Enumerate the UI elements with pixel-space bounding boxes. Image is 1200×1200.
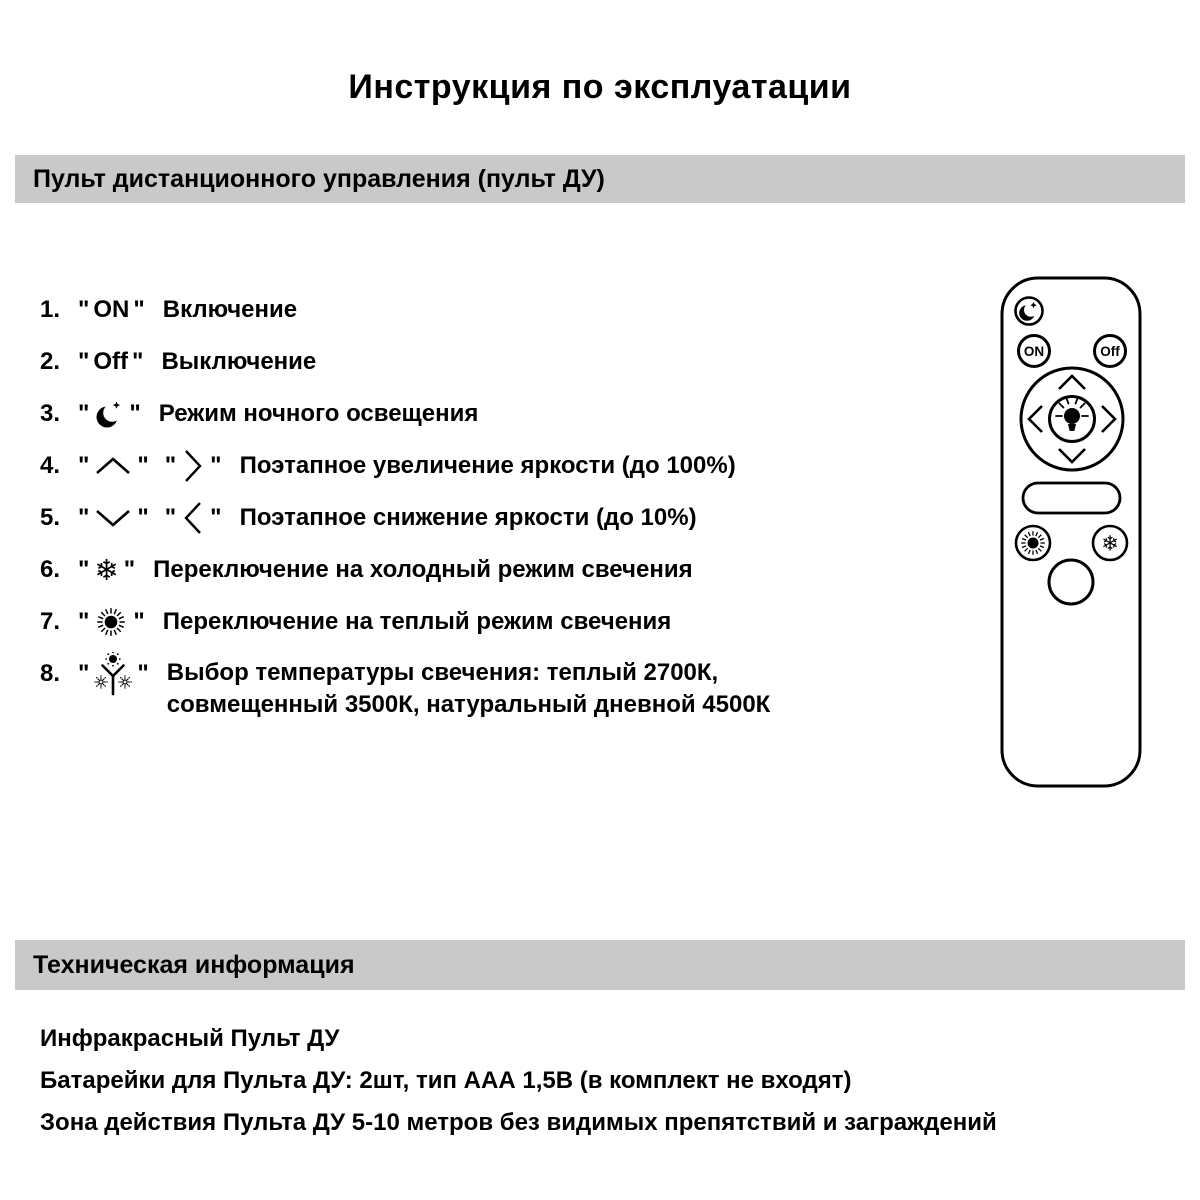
quote-mark: " bbox=[78, 452, 90, 479]
instruction-list bbox=[40, 293, 770, 739]
item-label: Переключение на теплый режим свечения bbox=[162, 608, 672, 635]
quote-mark: " bbox=[78, 608, 90, 635]
item-number: 1. bbox=[40, 296, 61, 323]
instruction-item bbox=[40, 397, 770, 431]
item-tokens bbox=[74, 552, 139, 587]
instruction-item bbox=[40, 449, 770, 483]
item-label: Поэтапное увеличение яркости (до 100%) bbox=[239, 452, 736, 479]
item-tokens bbox=[74, 448, 226, 484]
instruction-item bbox=[40, 345, 770, 379]
sun-icon bbox=[94, 605, 128, 639]
chevron-down-icon bbox=[94, 507, 132, 529]
quote-mark: " bbox=[78, 296, 90, 323]
chevron-right-icon bbox=[181, 448, 205, 484]
item-number: 2. bbox=[40, 348, 61, 375]
item-tokens bbox=[74, 348, 147, 376]
page-title: Инструкция по эксплуатации bbox=[348, 68, 852, 106]
item-label: Включение bbox=[162, 296, 298, 323]
instruction-item bbox=[40, 293, 770, 327]
snowflake-icon bbox=[1101, 532, 1119, 556]
quote-mark: " bbox=[210, 504, 222, 531]
item-tokens bbox=[74, 605, 149, 639]
quote-mark: " bbox=[78, 660, 90, 687]
item-label: Выключение bbox=[161, 348, 317, 375]
quote-mark: " bbox=[78, 400, 90, 427]
chevron-left-icon bbox=[181, 500, 205, 536]
item-tokens bbox=[74, 397, 145, 431]
item-number: 6. bbox=[40, 556, 61, 583]
quote-mark: " bbox=[210, 452, 222, 479]
instruction-item bbox=[40, 501, 770, 535]
instruction-item bbox=[40, 553, 770, 587]
color-temp-icon bbox=[94, 652, 132, 696]
item-label: Выбор температуры свечения: теплый 2700К, совмещенный 3500К, натуральный дневной 4500К bbox=[166, 659, 771, 718]
instruction-item bbox=[40, 605, 770, 639]
item-number: 5. bbox=[40, 504, 61, 531]
remote-drawing bbox=[1000, 276, 1142, 788]
quote-mark: " bbox=[133, 296, 145, 323]
quote-mark: " bbox=[137, 660, 149, 687]
item-label: Поэтапное снижение яркости (до 10%) bbox=[239, 504, 697, 531]
item-label: Переключение на холодный режим свечения bbox=[153, 556, 693, 583]
item-tokens bbox=[74, 296, 149, 324]
quote-mark: " bbox=[123, 556, 136, 583]
quote-mark: " bbox=[132, 348, 144, 375]
snowflake-icon: ❄ bbox=[94, 552, 119, 587]
item-number: 3. bbox=[40, 400, 61, 427]
on-button-label: ON bbox=[1023, 344, 1045, 359]
instruction-item bbox=[40, 657, 770, 721]
quote-mark: " bbox=[137, 504, 149, 531]
tech-info-line: Зона действия Пульта ДУ 5-10 метров без видимых препятствий и заграждений bbox=[40, 1109, 997, 1136]
quote-mark: " bbox=[129, 400, 141, 427]
quote-mark: " bbox=[137, 452, 149, 479]
tech-info-line: Батарейки для Пульта ДУ: 2шт, тип ААА 1,5В (в комплект не входят) bbox=[40, 1067, 852, 1094]
sun-icon bbox=[1021, 531, 1045, 555]
quote-mark: " bbox=[78, 504, 90, 531]
quote-mark: " bbox=[164, 452, 177, 479]
item-label: Режим ночного освещения bbox=[158, 400, 479, 427]
moon-icon bbox=[94, 397, 124, 431]
chevron-up-icon bbox=[94, 455, 132, 477]
section-header-remote-label: Пульт дистанционного управления (пульт ДУ) bbox=[33, 164, 605, 193]
item-number: 8. bbox=[40, 660, 61, 687]
remote-illustration bbox=[1000, 276, 1142, 788]
item-tokens bbox=[74, 500, 226, 536]
quote-mark: " bbox=[164, 504, 177, 531]
item-number: 7. bbox=[40, 608, 61, 635]
button-name-text: ON bbox=[93, 296, 130, 323]
quote-mark: " bbox=[78, 556, 90, 583]
quote-mark: " bbox=[78, 348, 90, 375]
off-button-label: Off bbox=[1100, 344, 1120, 359]
tech-info-lines bbox=[40, 1025, 997, 1151]
section-header-tech-label: Техническая информация bbox=[33, 950, 355, 979]
item-tokens bbox=[74, 657, 153, 691]
svg-text:❄: ❄ bbox=[1101, 531, 1119, 556]
section-header-remote bbox=[15, 155, 1185, 203]
quote-mark: " bbox=[133, 608, 145, 635]
item-number: 4. bbox=[40, 452, 61, 479]
tech-info-line: Инфракрасный Пульт ДУ bbox=[40, 1025, 340, 1052]
section-header-tech bbox=[15, 940, 1185, 990]
button-name-text: Off bbox=[93, 348, 129, 375]
